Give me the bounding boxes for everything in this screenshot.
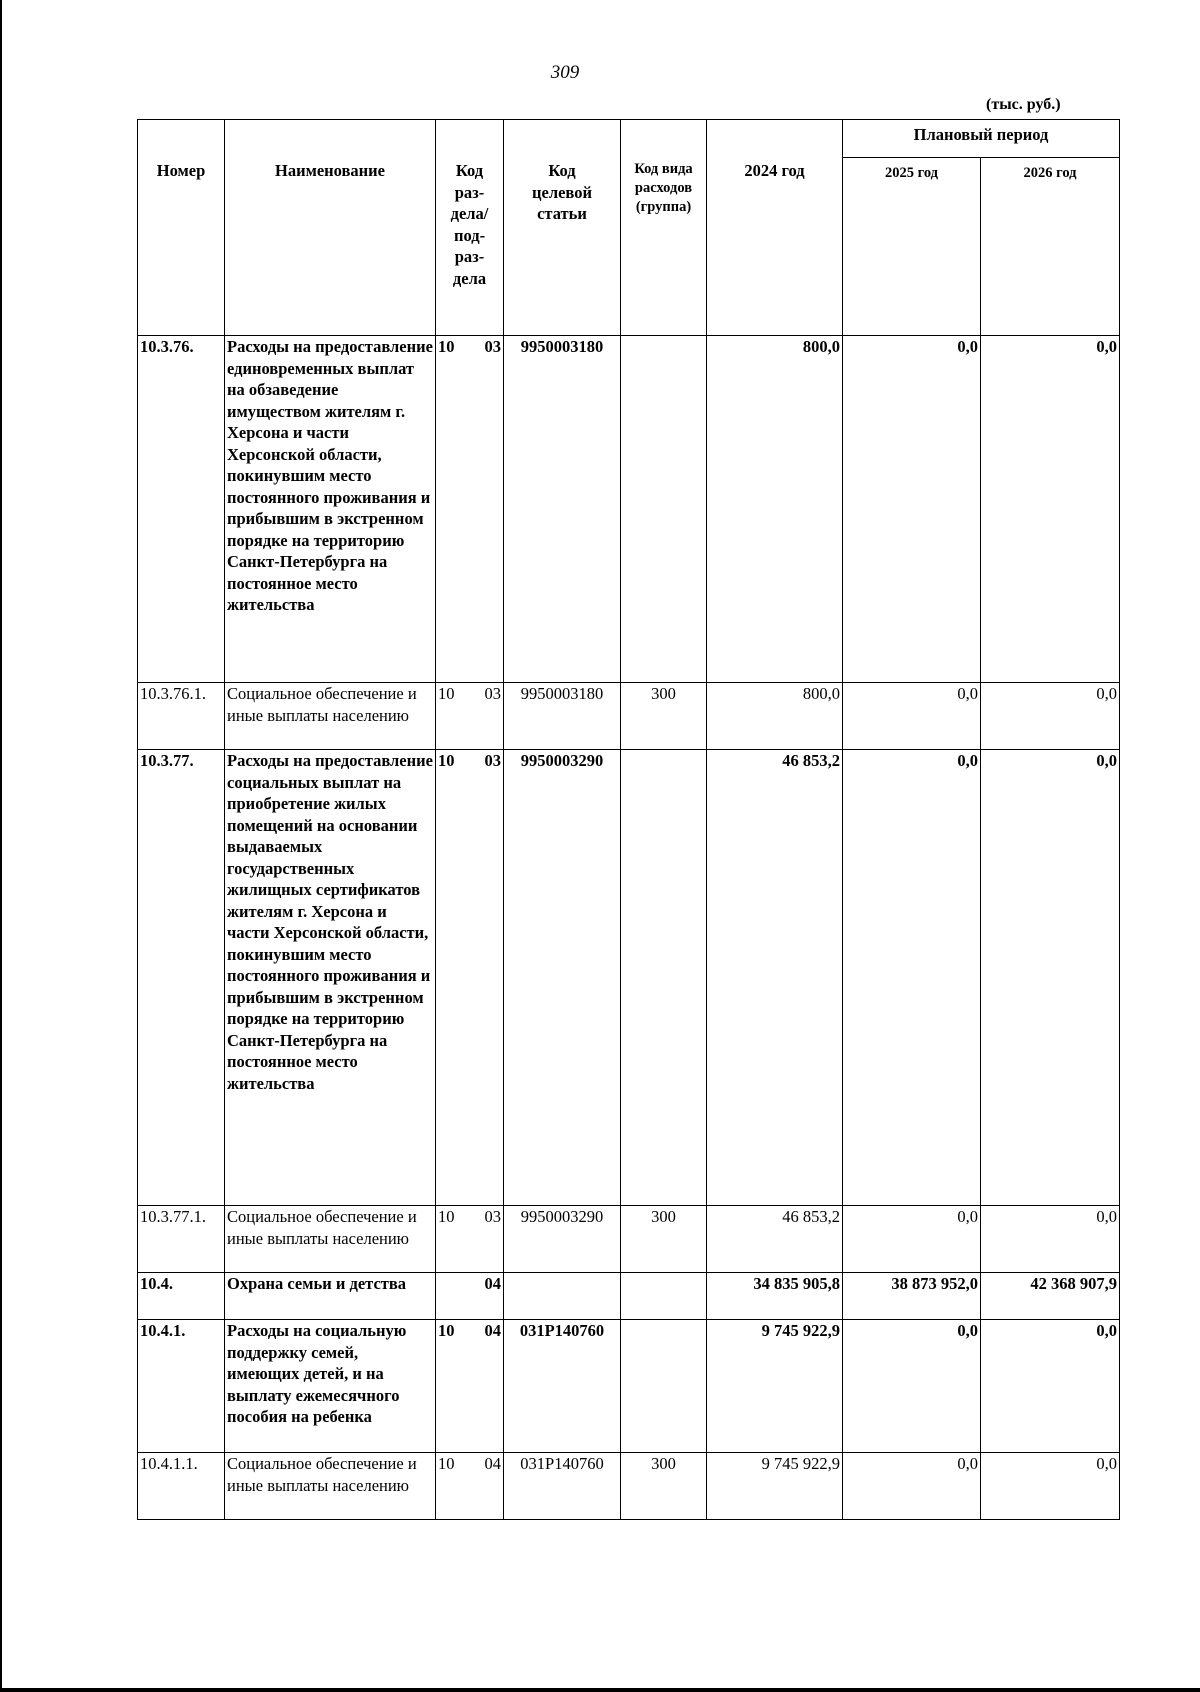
units-label: (тыс. руб.)	[986, 96, 1061, 113]
row-section-code: 10 03	[436, 336, 504, 683]
table-row	[138, 1453, 1120, 1520]
row-2025: 0,0	[843, 1206, 981, 1273]
row-name: Охрана семьи и детства	[225, 1273, 436, 1320]
row-target-code: 9950003290	[504, 750, 621, 1206]
row-section-code: 10 04	[436, 1453, 504, 1520]
row-number: 10.4.	[138, 1273, 225, 1320]
table-body	[138, 336, 1120, 1520]
row-2026: 0,0	[981, 1453, 1120, 1520]
scan-bottom-edge	[0, 1688, 1200, 1692]
row-section-code: 04	[436, 1273, 504, 1320]
table-header	[138, 120, 1120, 336]
row-section-code: 10 04	[436, 1320, 504, 1453]
row-number: 10.3.76.	[138, 336, 225, 683]
row-2025: 0,0	[843, 683, 981, 750]
row-number: 10.3.77.	[138, 750, 225, 1206]
row-2026: 42 368 907,9	[981, 1273, 1120, 1320]
row-target-code: 9950003180	[504, 683, 621, 750]
table-row	[138, 336, 1120, 683]
row-number: 10.3.76.1.	[138, 683, 225, 750]
row-target-code: 031Р140760	[504, 1453, 621, 1520]
row-2024: 46 853,2	[707, 1206, 843, 1273]
page-number: 309	[550, 62, 580, 83]
table-row	[138, 1320, 1120, 1453]
row-target-code	[504, 1273, 621, 1320]
row-number: 10.4.1.1.	[138, 1453, 225, 1520]
header-expense-type-code: Код вида расходов (группа)	[621, 120, 707, 336]
row-expense-type: 300	[621, 1206, 707, 1273]
row-target-code: 031Р140760	[504, 1320, 621, 1453]
row-expense-type: 300	[621, 1453, 707, 1520]
row-target-code: 9950003290	[504, 1206, 621, 1273]
row-number: 10.4.1.	[138, 1320, 225, 1453]
row-2025: 0,0	[843, 1320, 981, 1453]
row-2025: 0,0	[843, 750, 981, 1206]
row-expense-type	[621, 1320, 707, 1453]
row-2024: 800,0	[707, 683, 843, 750]
row-number: 10.3.77.1.	[138, 1206, 225, 1273]
row-2024: 9 745 922,9	[707, 1453, 843, 1520]
header-name: Наименование	[225, 120, 436, 336]
budget-table	[137, 119, 1120, 1520]
row-2025: 0,0	[843, 1453, 981, 1520]
row-2026: 0,0	[981, 750, 1120, 1206]
row-2026: 0,0	[981, 1206, 1120, 1273]
row-name: Расходы на предоставление единовременных выплат на обзаведение имуществом жителям г. Херсона и части Херсонской области, покинувшим место постоянного проживания и прибывшим в экстренном порядке на территорию Санкт-Петербурга на постоянное место жительства	[225, 336, 436, 683]
row-section-code: 10 03	[436, 750, 504, 1206]
row-2025: 0,0	[843, 336, 981, 683]
row-2026: 0,0	[981, 1320, 1120, 1453]
row-section-code: 10 03	[436, 683, 504, 750]
scan-left-edge	[0, 0, 2, 1692]
row-expense-type	[621, 750, 707, 1206]
table-row	[138, 750, 1120, 1206]
header-section-code: Код раз-дела/ под-раз-дела	[436, 120, 504, 336]
row-name: Социальное обеспечение и иные выплаты населению	[225, 1453, 436, 1520]
row-name: Расходы на предоставление социальных выплат на приобретение жилых помещений на основании выдаваемых государственных жилищных сертификатов жителям г. Херсона и части Херсонской области, покинувшим место постоянного проживания и прибывшим в экстренном порядке на территорию Санкт-Петербурга на постоянное место жительства	[225, 750, 436, 1206]
row-name: Социальное обеспечение и иные выплаты населению	[225, 683, 436, 750]
row-expense-type	[621, 336, 707, 683]
row-2026: 0,0	[981, 683, 1120, 750]
row-expense-type: 300	[621, 683, 707, 750]
row-2024: 34 835 905,8	[707, 1273, 843, 1320]
row-2026: 0,0	[981, 336, 1120, 683]
table-row	[138, 1206, 1120, 1273]
header-target-code: Код целевой статьи	[504, 120, 621, 336]
table-row	[138, 1273, 1120, 1320]
row-name: Социальное обеспечение и иные выплаты населению	[225, 1206, 436, 1273]
header-2025: 2025 год	[843, 158, 981, 336]
row-target-code: 9950003180	[504, 336, 621, 683]
header-planned-period: Плановый период	[843, 120, 1120, 158]
header-2024: 2024 год	[707, 120, 843, 336]
table-row	[138, 683, 1120, 750]
row-2024: 46 853,2	[707, 750, 843, 1206]
row-section-code: 10 03	[436, 1206, 504, 1273]
header-number: Номер	[138, 120, 225, 336]
row-2024: 800,0	[707, 336, 843, 683]
header-2026: 2026 год	[981, 158, 1120, 336]
row-name: Расходы на социальную поддержку семей, имеющих детей, и на выплату ежемесячного пособия на ребенка	[225, 1320, 436, 1453]
row-expense-type	[621, 1273, 707, 1320]
row-2024: 9 745 922,9	[707, 1320, 843, 1453]
row-2025: 38 873 952,0	[843, 1273, 981, 1320]
